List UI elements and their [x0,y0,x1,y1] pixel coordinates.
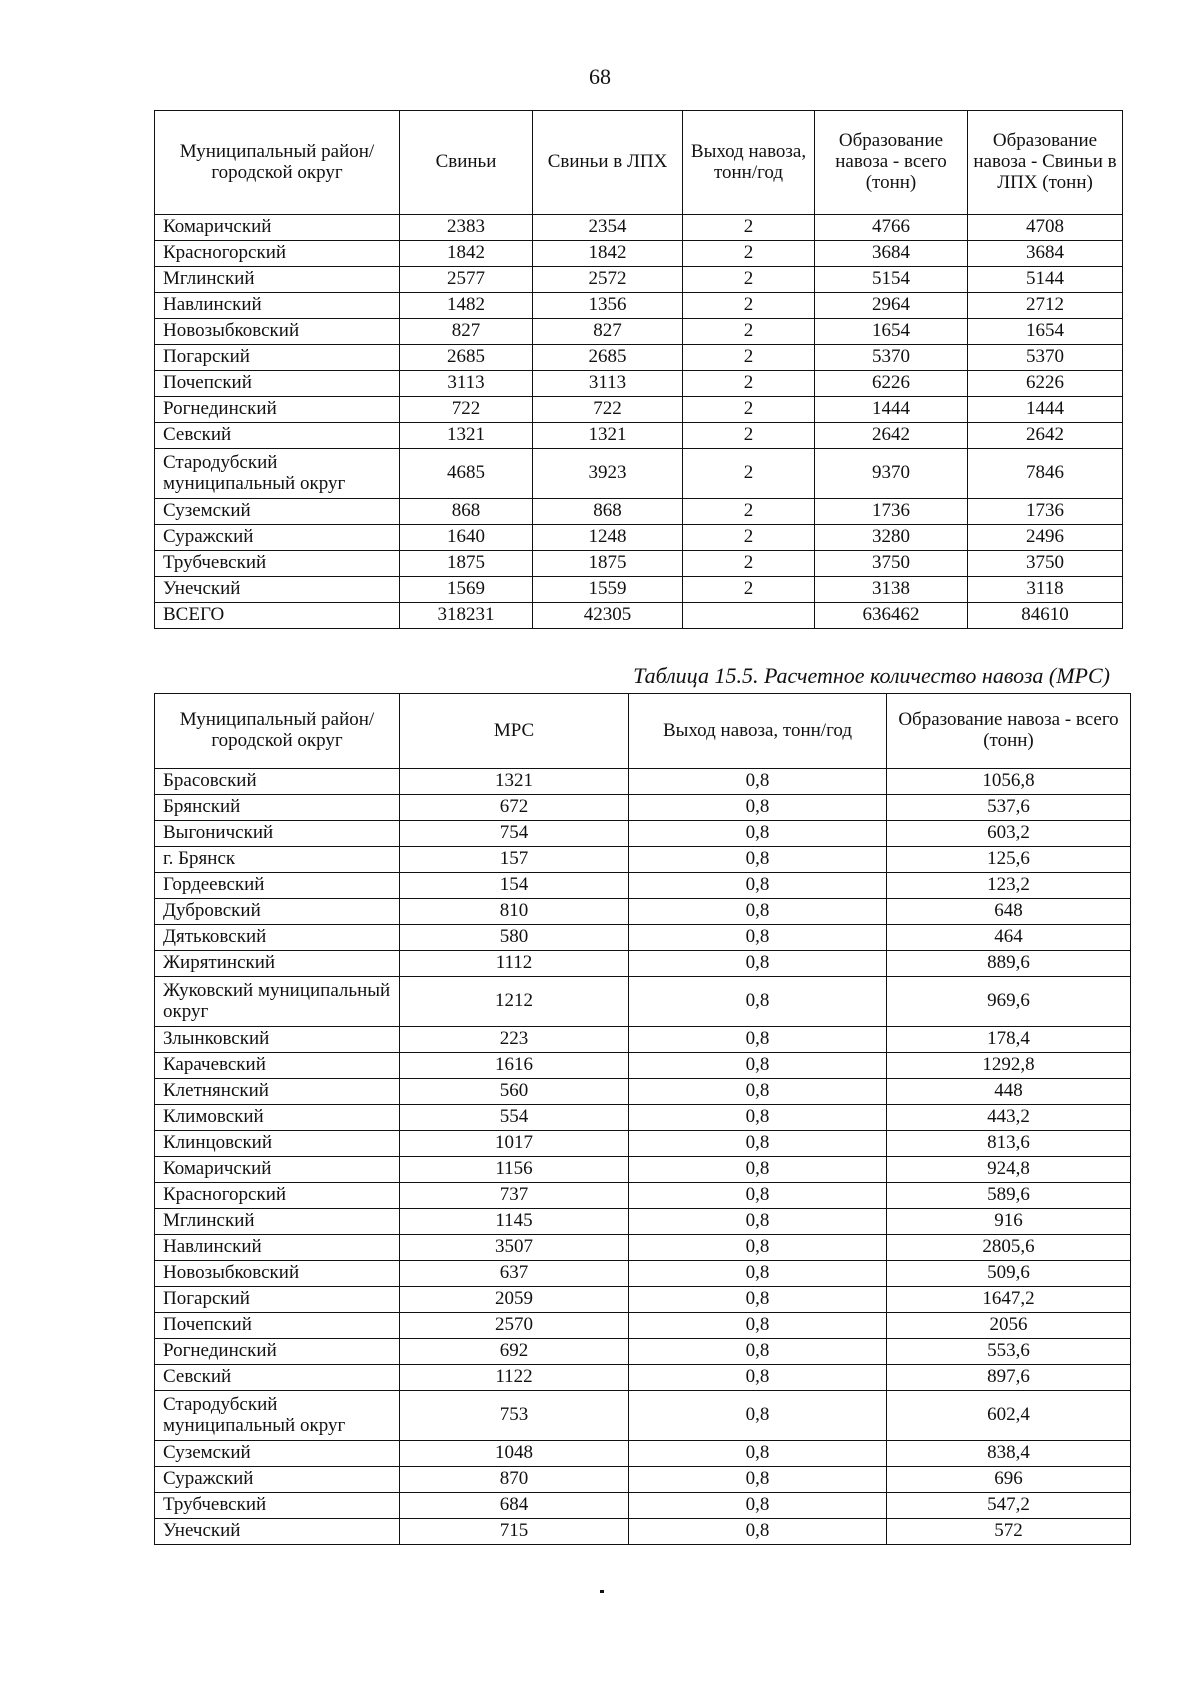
table-row [155,1157,1131,1183]
value-cell: 1569 [400,577,533,603]
value-cell: 1842 [533,241,683,267]
value-cell: 648 [887,899,1131,925]
table-row [155,1441,1131,1467]
district-cell: Унечский [155,577,400,603]
table-row [155,525,1123,551]
value-cell: 7846 [968,449,1123,499]
district-cell: Клетнянский [155,1079,400,1105]
value-cell: 509,6 [887,1261,1131,1287]
value-cell: 0,8 [629,1209,887,1235]
value-cell: 2 [683,525,815,551]
district-cell: Красногорский [155,241,400,267]
value-cell: 1056,8 [887,769,1131,795]
table-row [155,397,1123,423]
value-cell: 0,8 [629,951,887,977]
value-cell: 0,8 [629,1183,887,1209]
header-manure-yield: Выход навоза, тонн/год [683,111,815,215]
value-cell: 5370 [815,345,968,371]
table-header-row [155,694,1131,769]
value-cell: 2056 [887,1313,1131,1339]
value-cell: 1321 [400,423,533,449]
value-cell: 3684 [815,241,968,267]
table-row [155,449,1123,499]
header-manure-total: Образование навоза - всего (тонн) [815,111,968,215]
header-manure-lph: Образование навоза - Свиньи в ЛПХ (тонн) [968,111,1123,215]
district-cell: Погарский [155,345,400,371]
district-cell: Гордеевский [155,873,400,899]
table-row [155,1339,1131,1365]
value-cell: 4685 [400,449,533,499]
table-row [155,1519,1131,1545]
value-cell: 3750 [968,551,1123,577]
table-row [155,1287,1131,1313]
value-cell: 722 [400,397,533,423]
value-cell: 0,8 [629,977,887,1027]
district-cell: Суражский [155,525,400,551]
value-cell: 1212 [400,977,629,1027]
table-row [155,603,1123,629]
value-cell: 1292,8 [887,1053,1131,1079]
table-row [155,951,1131,977]
value-cell: 125,6 [887,847,1131,873]
district-cell: Суземский [155,499,400,525]
value-cell: 1736 [968,499,1123,525]
district-cell: Новозыбковский [155,319,400,345]
header-district: Муниципальный район/городской округ [155,111,400,215]
value-cell: 1444 [968,397,1123,423]
pigs-manure-table [154,110,1123,629]
value-cell: 4766 [815,215,968,241]
value-cell: 0,8 [629,1027,887,1053]
value-cell: 870 [400,1467,629,1493]
value-cell: 154 [400,873,629,899]
district-cell: Новозыбковский [155,1261,400,1287]
value-cell: 0,8 [629,1261,887,1287]
table-row [155,1079,1131,1105]
district-cell: Навлинский [155,1235,400,1261]
district-cell: Унечский [155,1519,400,1545]
value-cell: 0,8 [629,1105,887,1131]
value-cell: 580 [400,925,629,951]
value-cell: 924,8 [887,1157,1131,1183]
value-cell: 722 [533,397,683,423]
table-row [155,1027,1131,1053]
district-cell: Карачевский [155,1053,400,1079]
value-cell: 1321 [400,769,629,795]
header-pigs-lph: Свиньи в ЛПХ [533,111,683,215]
value-cell: 84610 [968,603,1123,629]
value-cell: 3113 [400,371,533,397]
value-cell: 1356 [533,293,683,319]
value-cell: 0,8 [629,925,887,951]
value-cell: 4708 [968,215,1123,241]
value-cell: 5154 [815,267,968,293]
value-cell: 547,2 [887,1493,1131,1519]
value-cell: 6226 [815,371,968,397]
value-cell: 2685 [400,345,533,371]
value-cell: 0,8 [629,1235,887,1261]
table-row [155,795,1131,821]
value-cell: 2 [683,293,815,319]
table-caption: Таблица 15.5. Расчетное количество навоза (МРС) [633,663,1110,688]
table-row [155,1365,1131,1391]
value-cell: 868 [533,499,683,525]
district-cell: Мглинский [155,267,400,293]
table-row [155,215,1123,241]
value-cell: 916 [887,1209,1131,1235]
value-cell: 0,8 [629,1467,887,1493]
value-cell: 637 [400,1261,629,1287]
value-cell: 0,8 [629,1441,887,1467]
district-cell: Комаричский [155,215,400,241]
value-cell: 1048 [400,1441,629,1467]
table-row [155,371,1123,397]
value-cell: 2570 [400,1313,629,1339]
district-cell: Трубчевский [155,1493,400,1519]
district-cell: Дятьковский [155,925,400,951]
value-cell: 2964 [815,293,968,319]
value-cell: 1482 [400,293,533,319]
table-row [155,847,1131,873]
district-cell: ВСЕГО [155,603,400,629]
district-cell: Дубровский [155,899,400,925]
district-cell: Стародубский муниципальный округ [155,449,400,499]
district-cell: Севский [155,423,400,449]
table-row [155,1467,1131,1493]
value-cell: 696 [887,1467,1131,1493]
value-cell: 0,8 [629,1339,887,1365]
value-cell: 602,4 [887,1391,1131,1441]
value-cell [683,603,815,629]
table-row [155,267,1123,293]
value-cell: 827 [533,319,683,345]
value-cell: 1017 [400,1131,629,1157]
value-cell: 2 [683,345,815,371]
district-cell: г. Брянск [155,847,400,873]
value-cell: 0,8 [629,795,887,821]
value-cell: 1248 [533,525,683,551]
table-row [155,1209,1131,1235]
value-cell: 42305 [533,603,683,629]
value-cell: 636462 [815,603,968,629]
value-cell: 753 [400,1391,629,1441]
table-row [155,873,1131,899]
value-cell: 0,8 [629,769,887,795]
table-row [155,769,1131,795]
district-cell: Брасовский [155,769,400,795]
table-row [155,1183,1131,1209]
value-cell: 2059 [400,1287,629,1313]
value-cell: 2572 [533,267,683,293]
value-cell: 672 [400,795,629,821]
table-row [155,1235,1131,1261]
table-row [155,925,1131,951]
value-cell: 2 [683,319,815,345]
district-cell: Погарский [155,1287,400,1313]
value-cell: 969,6 [887,977,1131,1027]
table-row [155,551,1123,577]
value-cell: 0,8 [629,1131,887,1157]
value-cell: 123,2 [887,873,1131,899]
value-cell: 2496 [968,525,1123,551]
value-cell: 1156 [400,1157,629,1183]
value-cell: 810 [400,899,629,925]
value-cell: 838,4 [887,1441,1131,1467]
table-row [155,1105,1131,1131]
table-row [155,499,1123,525]
district-cell: Красногорский [155,1183,400,1209]
value-cell: 3750 [815,551,968,577]
value-cell: 2 [683,449,815,499]
value-cell: 2642 [968,423,1123,449]
value-cell: 3684 [968,241,1123,267]
table-row [155,345,1123,371]
value-cell: 464 [887,925,1131,951]
value-cell: 178,4 [887,1027,1131,1053]
value-cell: 1640 [400,525,533,551]
table-row [155,1391,1131,1441]
value-cell: 3923 [533,449,683,499]
value-cell: 0,8 [629,821,887,847]
table-body [155,769,1131,1545]
header-manure-yield: Выход навоза, тонн/год [629,694,887,769]
value-cell: 2 [683,577,815,603]
header-manure-total: Образование навоза - всего (тонн) [887,694,1131,769]
value-cell: 3118 [968,577,1123,603]
value-cell: 1654 [815,319,968,345]
value-cell: 603,2 [887,821,1131,847]
value-cell: 1122 [400,1365,629,1391]
value-cell: 0,8 [629,873,887,899]
value-cell: 553,6 [887,1339,1131,1365]
value-cell: 0,8 [629,1313,887,1339]
district-cell: Севский [155,1365,400,1391]
value-cell: 2 [683,423,815,449]
value-cell: 560 [400,1079,629,1105]
value-cell: 868 [400,499,533,525]
value-cell: 2 [683,267,815,293]
value-cell: 1112 [400,951,629,977]
value-cell: 554 [400,1105,629,1131]
value-cell: 2 [683,397,815,423]
value-cell: 443,2 [887,1105,1131,1131]
value-cell: 1145 [400,1209,629,1235]
header-mrs: МРС [400,694,629,769]
district-cell: Стародубский муниципальный округ [155,1391,400,1441]
value-cell: 3138 [815,577,968,603]
value-cell: 684 [400,1493,629,1519]
value-cell: 0,8 [629,1287,887,1313]
value-cell: 1616 [400,1053,629,1079]
stray-mark [600,1590,604,1593]
value-cell: 737 [400,1183,629,1209]
value-cell: 2354 [533,215,683,241]
value-cell: 2712 [968,293,1123,319]
district-cell: Трубчевский [155,551,400,577]
table-row [155,241,1123,267]
value-cell: 1647,2 [887,1287,1131,1313]
table-row [155,293,1123,319]
district-cell: Брянский [155,795,400,821]
district-cell: Суражский [155,1467,400,1493]
value-cell: 827 [400,319,533,345]
value-cell: 0,8 [629,1365,887,1391]
value-cell: 0,8 [629,899,887,925]
district-cell: Клинцовский [155,1131,400,1157]
district-cell: Почепский [155,1313,400,1339]
value-cell: 1444 [815,397,968,423]
table-row [155,577,1123,603]
table-row [155,423,1123,449]
value-cell: 1875 [400,551,533,577]
district-cell: Мглинский [155,1209,400,1235]
value-cell: 1654 [968,319,1123,345]
value-cell: 813,6 [887,1131,1131,1157]
table-row [155,1493,1131,1519]
district-cell: Рогнединский [155,397,400,423]
district-cell: Комаричский [155,1157,400,1183]
value-cell: 5144 [968,267,1123,293]
district-cell: Навлинский [155,293,400,319]
value-cell: 2805,6 [887,1235,1131,1261]
value-cell: 537,6 [887,795,1131,821]
district-cell: Злынковский [155,1027,400,1053]
table-row [155,977,1131,1027]
table-row [155,821,1131,847]
district-cell: Суземский [155,1441,400,1467]
value-cell: 0,8 [629,1493,887,1519]
table-row [155,1053,1131,1079]
table-row [155,1313,1131,1339]
value-cell: 2 [683,215,815,241]
value-cell: 754 [400,821,629,847]
value-cell: 448 [887,1079,1131,1105]
value-cell: 1736 [815,499,968,525]
value-cell: 5370 [968,345,1123,371]
district-cell: Жирятинский [155,951,400,977]
value-cell: 589,6 [887,1183,1131,1209]
value-cell: 6226 [968,371,1123,397]
table-row [155,899,1131,925]
value-cell: 9370 [815,449,968,499]
value-cell: 2 [683,551,815,577]
value-cell: 223 [400,1027,629,1053]
table-row [155,319,1123,345]
value-cell: 3280 [815,525,968,551]
value-cell: 318231 [400,603,533,629]
value-cell: 0,8 [629,1519,887,1545]
value-cell: 692 [400,1339,629,1365]
sheep-goats-manure-table [154,693,1131,1545]
table-body [155,215,1123,629]
page-number: 68 [589,64,611,89]
value-cell: 889,6 [887,951,1131,977]
table-header-row [155,111,1123,215]
value-cell: 157 [400,847,629,873]
value-cell: 2 [683,371,815,397]
value-cell: 3507 [400,1235,629,1261]
value-cell: 1842 [400,241,533,267]
value-cell: 1321 [533,423,683,449]
header-pigs: Свиньи [400,111,533,215]
value-cell: 2642 [815,423,968,449]
district-cell: Выгоничский [155,821,400,847]
district-cell: Рогнединский [155,1339,400,1365]
district-cell: Почепский [155,371,400,397]
value-cell: 1559 [533,577,683,603]
district-cell: Жуковский муниципальный округ [155,977,400,1027]
value-cell: 2383 [400,215,533,241]
value-cell: 0,8 [629,1079,887,1105]
value-cell: 2577 [400,267,533,293]
value-cell: 0,8 [629,1391,887,1441]
value-cell: 2685 [533,345,683,371]
table-row [155,1131,1131,1157]
value-cell: 2 [683,499,815,525]
value-cell: 2 [683,241,815,267]
value-cell: 3113 [533,371,683,397]
value-cell: 0,8 [629,1157,887,1183]
value-cell: 1875 [533,551,683,577]
district-cell: Климовский [155,1105,400,1131]
value-cell: 0,8 [629,847,887,873]
value-cell: 0,8 [629,1053,887,1079]
header-district: Муниципальный район/городской округ [155,694,400,769]
value-cell: 897,6 [887,1365,1131,1391]
value-cell: 572 [887,1519,1131,1545]
value-cell: 715 [400,1519,629,1545]
table-row [155,1261,1131,1287]
